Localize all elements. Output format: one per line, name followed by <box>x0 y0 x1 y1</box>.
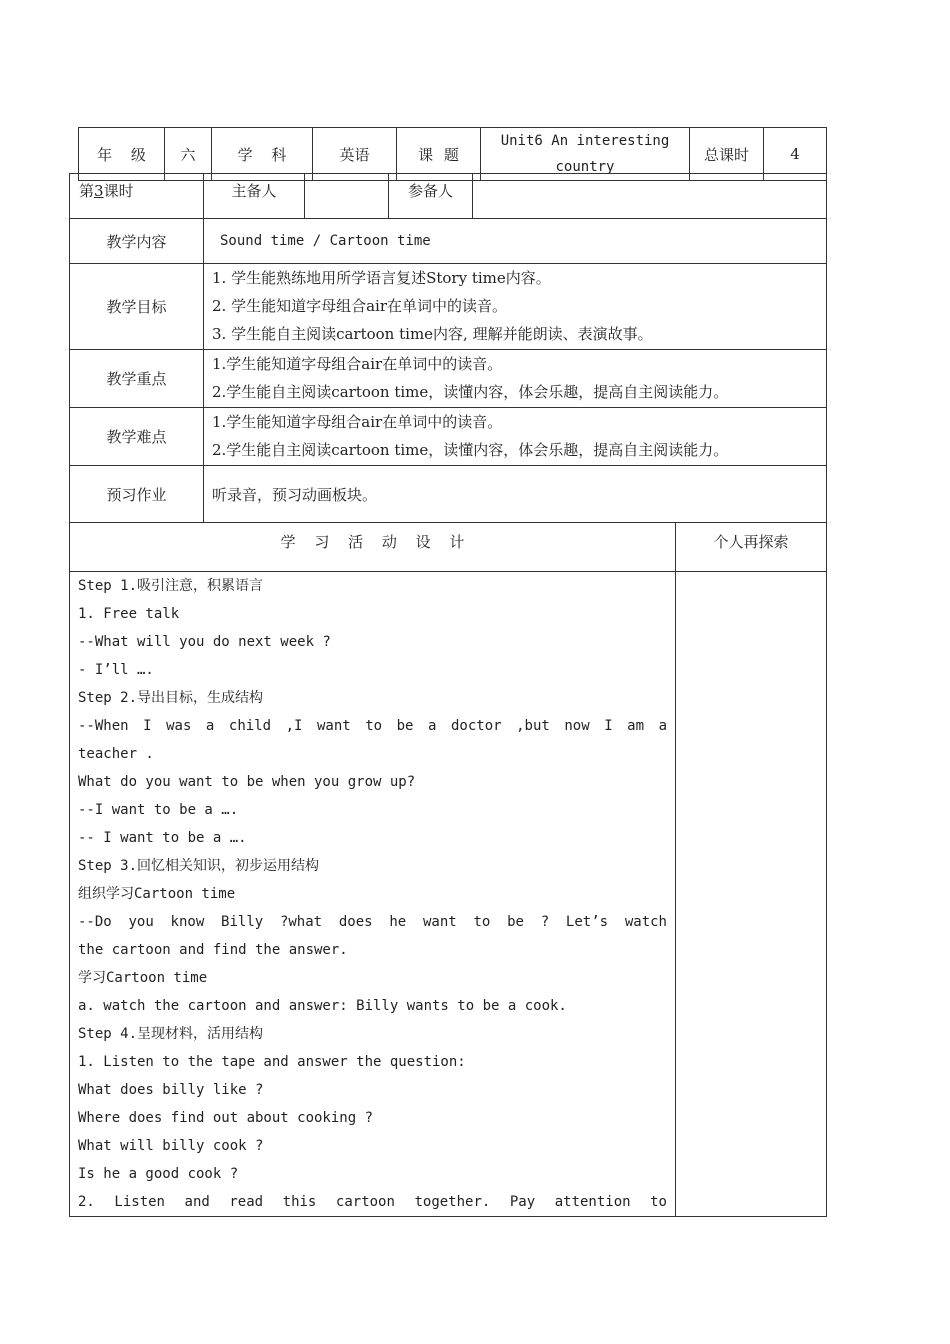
design-line: Is he a good cook ? <box>78 1166 239 1182</box>
design-line: Step 1.吸引注意，积累语言 <box>78 578 264 594</box>
content-value: Sound time / Cartoon time <box>204 219 827 264</box>
design-header-left: 学 习 活 动 设 计 <box>70 523 676 572</box>
preview-value: 听录音，预习动画板块。 <box>204 466 827 523</box>
design-line: What will billy cook ? <box>78 1138 264 1154</box>
activity-design-body <box>70 572 676 1217</box>
design-header-right: 个人再探索 <box>676 523 827 572</box>
topic-line-1: Unit6 An interesting <box>500 133 670 149</box>
lesson-number-cell <box>70 174 204 219</box>
goal-item: 3. 学生能自主阅读cartoon time内容, 理解并能朗读、表演故事。 <box>212 325 653 343</box>
design-line: teacher . <box>78 746 154 762</box>
key-points-label: 教学重点 <box>70 350 204 408</box>
difficulties-list <box>204 408 827 466</box>
main-preparer-value <box>305 174 389 219</box>
content-label: 教学内容 <box>70 219 204 264</box>
co-preparer-label: 参备人 <box>389 174 473 219</box>
design-line: Step 2.导出目标，生成结构 <box>78 690 264 706</box>
lesson-plan-table <box>69 173 827 1217</box>
goals-label: 教学目标 <box>70 264 204 350</box>
design-line: 2. Listen and read this cartoon together. Pay attention to <box>78 1194 667 1210</box>
design-line: --What will you do next week ? <box>78 634 331 650</box>
design-line: --Do you know Billy ?what does he want to be ? Let’s watch <box>78 914 667 930</box>
design-line: the cartoon and find the answer. <box>78 942 348 958</box>
topic-label: 课 题 <box>397 128 481 181</box>
grade-label: 年 级 <box>79 128 165 181</box>
lesson-suffix: 课时 <box>103 182 134 200</box>
design-line: 学习Cartoon time <box>78 970 208 986</box>
design-line: 1. Free talk <box>78 606 180 622</box>
difficulty-item: 2.学生能自主阅读cartoon time，读懂内容，体会乐趣，提高自主阅读能力。 <box>212 441 729 459</box>
design-line: Step 4.呈现材料，活用结构 <box>78 1026 264 1042</box>
design-line: Step 3.回忆相关知识，初步运用结构 <box>78 858 320 874</box>
main-preparer-label: 主备人 <box>204 174 305 219</box>
key-points-list <box>204 350 827 408</box>
grade-value: 六 <box>165 128 212 181</box>
design-line: a. watch the cartoon and answer: Billy wants to be a cook. <box>78 998 567 1014</box>
goals-list <box>204 264 827 350</box>
design-line: Where does find out about cooking ? <box>78 1110 374 1126</box>
personal-exploration-cell <box>676 572 827 1217</box>
topic-line-2: country <box>555 159 615 175</box>
goal-item: 2. 学生能知道字母组合air在单词中的读音。 <box>212 297 507 315</box>
total-lessons-value: 4 <box>764 128 827 181</box>
difficulties-label: 教学难点 <box>70 408 204 466</box>
key-point-item: 1.学生能知道字母组合air在单词中的读音。 <box>212 355 503 373</box>
lesson-number: 3 <box>94 182 104 200</box>
design-line: 1. Listen to the tape and answer the question: <box>78 1054 466 1070</box>
design-line: What does billy like ? <box>78 1082 264 1098</box>
goal-item: 1. 学生能熟练地用所学语言复述Story time内容。 <box>212 269 551 287</box>
key-point-item: 2.学生能自主阅读cartoon time，读懂内容，体会乐趣，提高自主阅读能力。 <box>212 383 729 401</box>
co-preparer-value <box>473 174 827 219</box>
total-lessons-label: 总课时 <box>690 128 764 181</box>
design-line: --I want to be a …. <box>78 802 239 818</box>
subject-label: 学 科 <box>212 128 313 181</box>
design-line: 组织学习Cartoon time <box>78 886 236 902</box>
subject-value: 英语 <box>313 128 397 181</box>
difficulty-item: 1.学生能知道字母组合air在单词中的读音。 <box>212 413 503 431</box>
design-line: What do you want to be when you grow up? <box>78 774 416 790</box>
design-line: --When I was a child ,I want to be a doctor ,but now I am a <box>78 718 667 734</box>
lesson-prefix: 第 <box>79 182 95 200</box>
design-line: - I’ll …. <box>78 662 154 678</box>
preview-label: 预习作业 <box>70 466 204 523</box>
design-line: -- I want to be a …. <box>78 830 247 846</box>
